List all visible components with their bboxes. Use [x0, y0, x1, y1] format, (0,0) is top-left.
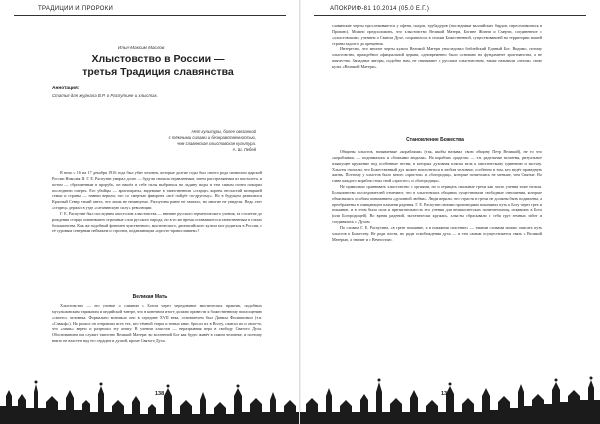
paragraph: Интересно, что многие черты культа Великой Матери унаследовал библейский Единый Бог. Видимо, потому хлыстовство, враждебное официальной церкви, одновременно было основано на фундаменте христианства, а не язычества. Западные авторы, подобно нам, не связывают с русским хлыстовством, также называли «чехом» свою культ «Великой Матери». [332, 46, 542, 69]
paragraph: По словам Г. Е. Распутина, «в грехе покаяние, а в покаянии спасение» — такими словами можно описать путь хлыстов к Божеству. Не ради плоти, но ради освобождения духа — и тем самым осуществляется связь с Великой Матерью, а значит и с Вечностью. [332, 224, 542, 242]
epigraph [169, 129, 256, 153]
running-head-left: ТРАДИЦИИ И ПРОРОКИ [38, 6, 114, 12]
title-line-1: Хлыстовство в России — [91, 53, 225, 65]
section-heading-great-mother: Великая Мать [132, 294, 168, 300]
epigraph-line: чем славянская хлыстовская культура. [177, 141, 256, 146]
header-rule-right [314, 15, 586, 16]
article-title [58, 53, 258, 79]
abstract-text: Статья для журнала В.Р. о Распутине и хлыстах. [52, 93, 158, 98]
running-head-right: АПОКРИФ-81 10.2014 (05.0 Е.Г.) [330, 6, 430, 12]
paragraph: Общины хлыстов, называемые «кораблями» (так, якобы называл свою общину Петр Великий), не то что «кораблями» — поднимались и «божьими людьми». На кораблях «радели» — т.н. радельные молитвы, ритуальное пляшущее кружение под особенные песни, в которых духовная пляска вела к мистическому единению и экстазу. Хлысты считали, что Божественный дух может воплотиться в любом человеке, особенно в том, кто ведёт праведную жизнь. Поэтому у хлыстов было много «христов» и «богородиц», которые почитались не меньше, чем Святые. Во главе каждого корабля стоял свой «христос» и «богородица». [332, 149, 542, 184]
epigraph-author: А. Ш. Лебей [232, 147, 256, 152]
paragraph: Г. Е. Распутин был последним апостолом хлыстовства — внешне русского герметического учения, за столетие до рождения старца охватившего огромные слои русского народа, но в то же время остававшегося таинственным в глазах большинства. Как же подобный феномен чувственного, мистического, дионисийского культа мог родиться в России, с её суровым северным пейзажем и строгим, подавляющим «просто-православием»? [52, 210, 262, 234]
article-author: Илья-Максим Маслов [118, 45, 165, 50]
title-line-2: третья Традиция славянства [82, 66, 234, 78]
paragraph: Хлыстовство — это учение о слиянии с Богом через чередование мистических практик, подобных мусульманским тарикатам и индийской тантре, что в конечном итоге должно привести к божественному воплощению «своего» человека. Формально возникло оно в середине XVII века, основателем был Данила Филиппович (т.н. «Саваоф»). На раскол он отправлял всех тех, кто тёмной стары и новых книг, бросал их в Волгу, сжигал их и свои-то, что «лишь» верно и разрешал эту книгу. В учении хлыстов — неразрывная вера в свободу Святого Духа. Обоснованием им служит таинство Великой Матери: во вселенной Бог как будто живёт в самом человеке, и поэтому никто не властен над его сердцем и душой, кроме Святого Духа. [52, 303, 262, 344]
epigraph-line: Нет культуры, более связанной [191, 129, 256, 134]
section-text-right [332, 149, 542, 243]
paragraph: Не правильно сравнивать хлыстовство с оргиями, но и отрицать свальные грехи как часть учения тоже нельзя. Большинство исследователей отмечают, что в хлыстовских общинах существовали свободные отношения, которые объяснялись особым пониманием «духовной любви». Люди верили, что страсти и грехи не должны быть подавлены, а преображены в очищающем пламени радения. Г. Е. Распутин своими проповедями показывал путь к Богу через грех и покаяние, и в этом была сила и притягательность его учения для великосветских почитательниц, искавших в Бога (или Богородицей). Во время радений, экстатически кружась, хлысты сбрасывали с себя груз земных забот и соединялись с Духом. [332, 184, 542, 225]
page-number-right: 139 [441, 391, 451, 397]
abstract-heading: Аннотация: [52, 86, 80, 91]
right-page [300, 0, 600, 424]
continued-text [332, 23, 542, 70]
epigraph-line: с тёмными силами и безнравственностью, [168, 135, 256, 140]
section-text [52, 303, 262, 344]
paragraph: В ночь с 16 на 17 декабря 1916 года был убит человек, которые долгие годы был своего рода символом царской России Николая II. Г. Е. Распутин умирал долго — будучи сначала отравленным, затем расстрелянным из пистолета, и потом — сброшенным в прорубь, он нашёл в себе силы выбраться на льдину воды и тем самым почти покорил последнюю смерть. Его убийцы — аристократы, видевшие в таинственном «старце» корень несчастий монаршей семьи и страны — навеки верили, что со смертью фаворита «всё пойдёт по-другому». Но в будущем развалился Красный Север тихий ангел, что лишь не неминуемо. Распутина ранее не хватало, но многие не увидели. Ведь этот «старец» держал в узде «сатанинскую силу» революции. [52, 170, 262, 211]
header-rule-left [14, 15, 286, 16]
city-skyline-illustration [0, 366, 300, 424]
intro-text [52, 170, 262, 234]
page-number-left: 138 [155, 391, 165, 397]
section-heading-becoming-deity: Становление Божества [406, 137, 464, 143]
paragraph: славянские черты прослеживаются у офеня, скадов, трубадуров (наследники валлийских бардов, переселившихся в Прованс). Можно предположить, что хлыстовство Великой Матери, Богине Жизни и Смерти, соединенное с «хлыстовским» учением о Святом Духе, сохранилось в стихии Божественной, существовавшей на территории нашей страны задолго до крещения. [332, 23, 542, 46]
